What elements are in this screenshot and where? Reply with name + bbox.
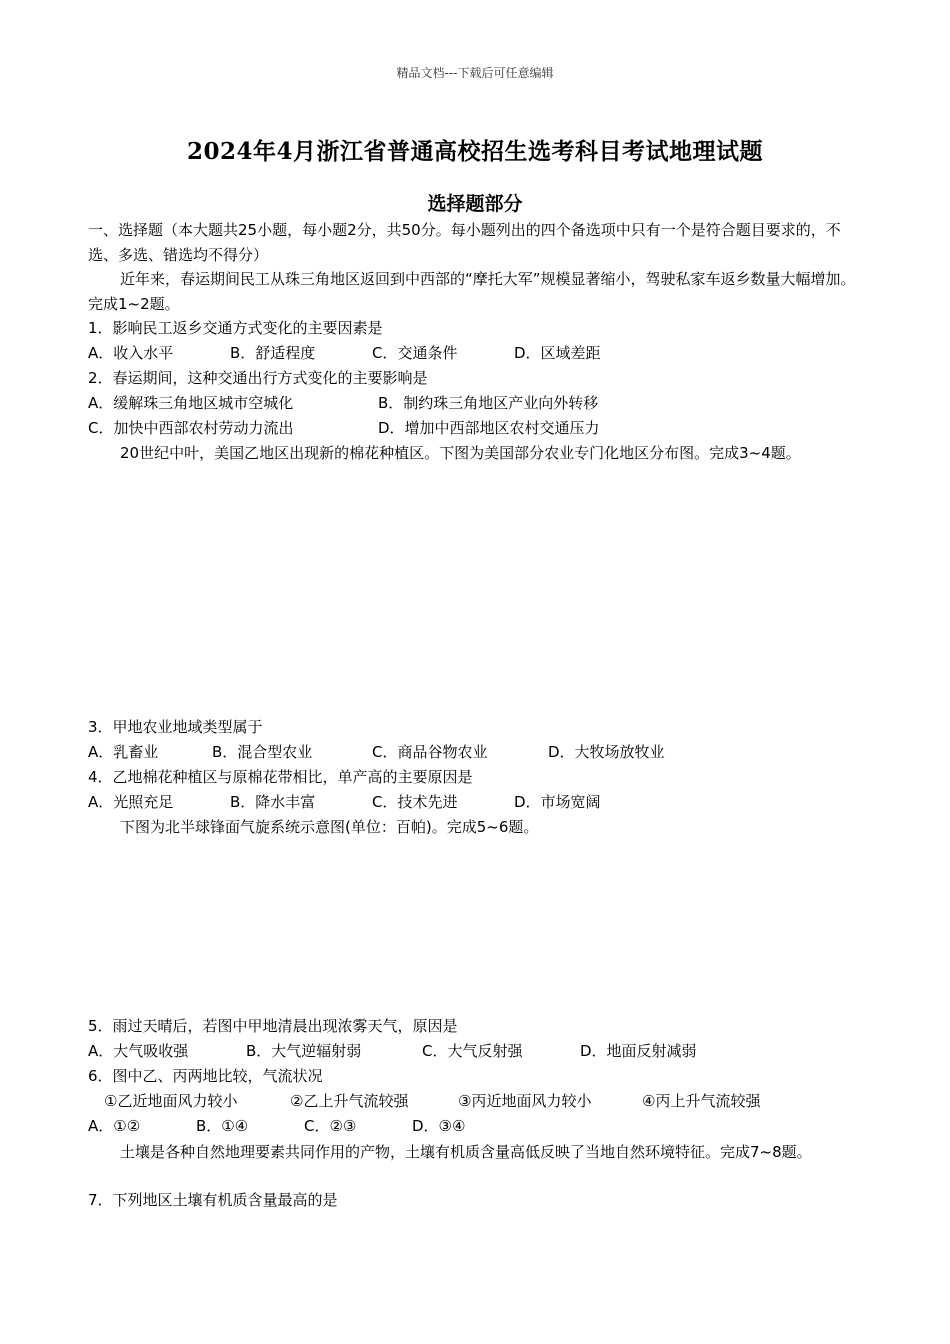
q6-option-d: D．③④ xyxy=(412,1117,466,1135)
q4-option-a: A．光照充足 xyxy=(88,793,174,811)
q5-option-c: C．大气反射强 xyxy=(422,1042,523,1060)
q3-stem: 3．甲地农业地域类型属于 xyxy=(88,718,263,736)
page-title: 2024年4月浙江省普通高校招生选考科目考试地理试题 xyxy=(186,138,764,165)
q1-option-c: C．交通条件 xyxy=(372,344,458,362)
map-figure-placeholder xyxy=(88,468,868,708)
q5-option-d: D．地面反射减弱 xyxy=(580,1042,697,1060)
q6-statement-1: ①乙近地面风力较小 xyxy=(104,1092,238,1110)
q3-option-a: A．乳畜业 xyxy=(88,743,159,761)
q4-option-b: B．降水丰富 xyxy=(230,793,316,811)
q6-statement-3: ③丙近地面风力较小 xyxy=(458,1092,592,1110)
q2-option-c: C．加快中西部农村劳动力流出 xyxy=(88,419,294,437)
section-title: 选择题部分 xyxy=(427,193,523,215)
q2-option-d: D．增加中西部地区农村交通压力 xyxy=(378,419,600,437)
q5-stem: 5．雨过天晴后，若图中甲地清晨出现浓雾天气，原因是 xyxy=(88,1017,458,1035)
q3-option-c: C．商品谷物农业 xyxy=(372,743,488,761)
q4-stem: 4．乙地棉花种植区与原棉花带相比，单产高的主要原因是 xyxy=(88,768,473,786)
q6-statement-2: ②乙上升气流较强 xyxy=(290,1092,409,1110)
q4-option-c: C．技术先进 xyxy=(372,793,458,811)
q5-option-b: B．大气逆辐射弱 xyxy=(246,1042,362,1060)
q1-option-d: D．区域差距 xyxy=(514,344,601,362)
q3-option-d: D．大牧场放牧业 xyxy=(548,743,665,761)
q6-option-a: A．①② xyxy=(88,1117,141,1135)
passage-4: 土壤是各种自然地理要素共同作用的产物，土壤有机质含量高低反映了当地自然环境特征。完成7~8题。 xyxy=(120,1143,812,1161)
header-note: 精品文档---下载后可任意编辑 xyxy=(396,66,554,80)
q6-option-c: C．②③ xyxy=(304,1117,357,1135)
q6-option-b: B．①④ xyxy=(196,1117,249,1135)
q6-statement-4: ④丙上升气流较强 xyxy=(642,1092,761,1110)
q1-stem: 1．影响民工返乡交通方式变化的主要因素是 xyxy=(88,319,383,337)
passage-2: 20世纪中叶，美国乙地区出现新的棉花种植区。下图为美国部分农业专门化地区分布图。完成3~4题。 xyxy=(120,444,801,462)
q1-option-a: A．收入水平 xyxy=(88,344,174,362)
passage-1: 近年来，春运期间民工从珠三角地区返回到中西部的“摩托大军”规模显著缩小，驾驶私家车返乡数量大幅增加。完成1~2题。 xyxy=(88,270,856,313)
q5-option-a: A．大气吸收强 xyxy=(88,1042,189,1060)
q2-option-b: B．制约珠三角地区产业向外转移 xyxy=(378,394,599,412)
instructions: 一、选择题（本大题共25小题，每小题2分，共50分。每小题列出的四个备选项中只有一个是符合题目要求的，不选、多选、错选均不得分） xyxy=(88,221,841,264)
q3-option-b: B．混合型农业 xyxy=(212,743,313,761)
q6-stem: 6．图中乙、丙两地比较，气流状况 xyxy=(88,1067,323,1085)
q2-stem: 2．春运期间，这种交通出行方式变化的主要影响是 xyxy=(88,369,428,387)
q1-option-b: B．舒适程度 xyxy=(230,344,316,362)
q7-stem: 7．下列地区土壤有机质含量最高的是 xyxy=(88,1191,338,1209)
passage-3: 下图为北半球锋面气旋系统示意图(单位：百帕)。完成5~6题。 xyxy=(120,818,539,836)
weather-figure-placeholder xyxy=(88,842,868,1012)
q2-option-a: A．缓解珠三角地区城市空城化 xyxy=(88,394,294,412)
q4-option-d: D．市场宽阔 xyxy=(514,793,601,811)
